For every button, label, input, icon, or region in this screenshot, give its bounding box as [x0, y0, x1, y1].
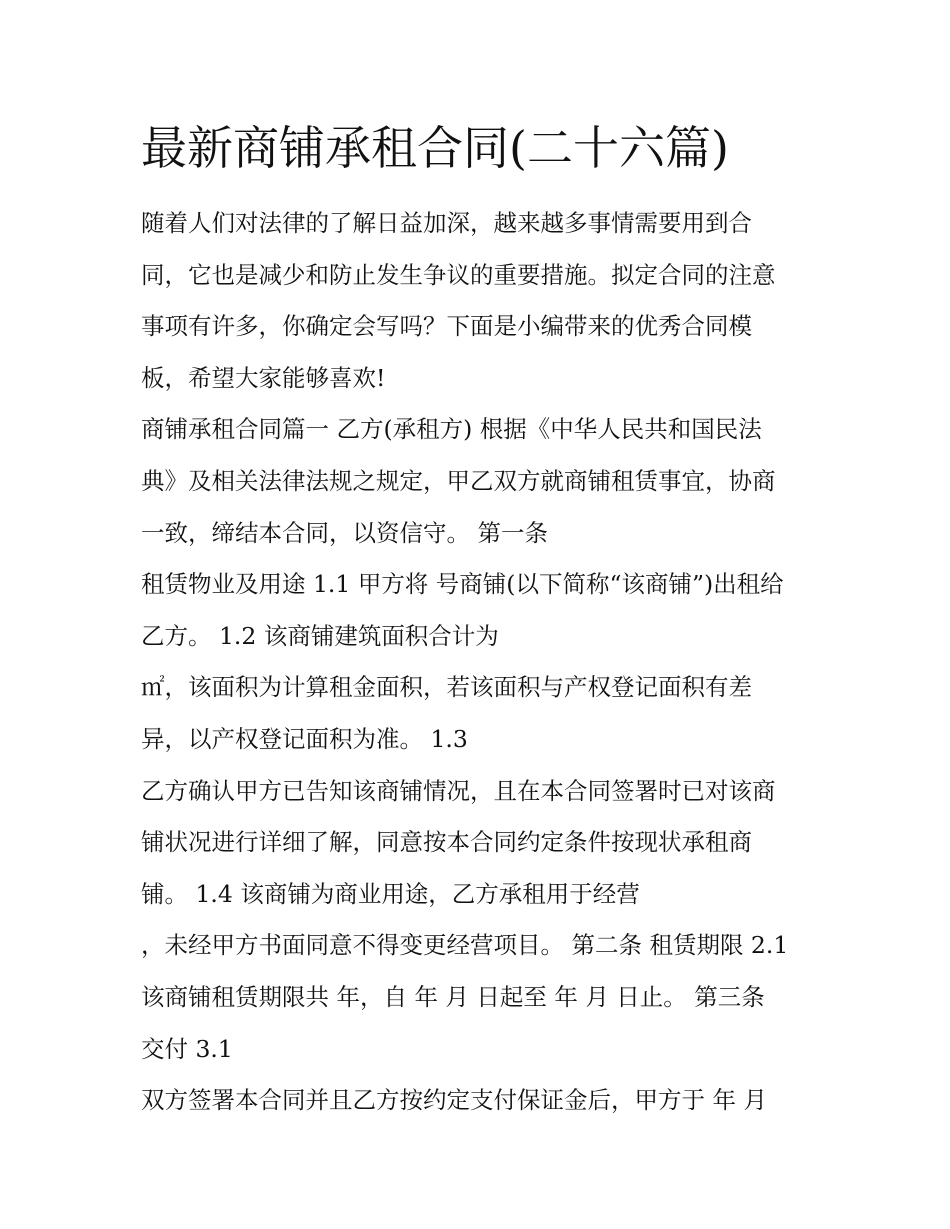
body-line: 典》及相关法律法规之规定，甲乙双方就商铺租赁事宜，协商: [141, 466, 776, 495]
body-line: 该商铺租赁期限共 年，自 年 月 日起至 年 月 日止。 第三条: [141, 982, 765, 1011]
body-line: 事项有许多，你确定会写吗？下面是小编带来的优秀合同模: [141, 312, 752, 341]
body-line: 交付 3.1: [141, 1034, 233, 1063]
body-line: 一致，缔结本合同，以资信守。 第一条: [141, 518, 548, 547]
body-line: 同，它也是减少和防止发生争议的重要措施。拟定合同的注意: [141, 260, 776, 289]
body-line: 板，希望大家能够喜欢!: [141, 363, 386, 392]
document-body: [141, 198, 831, 1127]
body-line: 双方签署本合同并且乙方按约定支付保证金后，甲方于 年 月: [141, 1086, 767, 1115]
body-line: 铺状况进行详细了解，同意按本合同约定条件按现状承租商: [141, 828, 752, 857]
body-line: ㎡，该面积为计算租金面积，若该面积与产权登记面积有差: [141, 673, 752, 702]
body-line: 随着人们对法律的了解日益加深，越来越多事情需要用到合: [141, 209, 752, 237]
body-line: 租赁物业及用途 1.1 甲方将 号商铺(以下简称“该商铺”)出租给: [141, 570, 784, 599]
body-line: ，未经甲方书面同意不得变更经营项目。 第二条 租赁期限 2.1: [141, 931, 789, 960]
body-line: 商铺承租合同篇一 乙方(承租方) 根据《中华人民共和国民法: [141, 415, 762, 444]
document-title: 最新商铺承租合同(二十六篇): [141, 121, 729, 175]
body-line: 铺。 1.4 该商铺为商业用途，乙方承租用于经营: [141, 879, 640, 908]
body-line: 乙方确认甲方已告知该商铺情况，且在本合同签署时已对该商: [141, 776, 776, 805]
body-line: 乙方。 1.2 该商铺建筑面积合计为: [141, 621, 499, 650]
body-line: 异，以产权登记面积为准。 1.3: [141, 724, 468, 753]
